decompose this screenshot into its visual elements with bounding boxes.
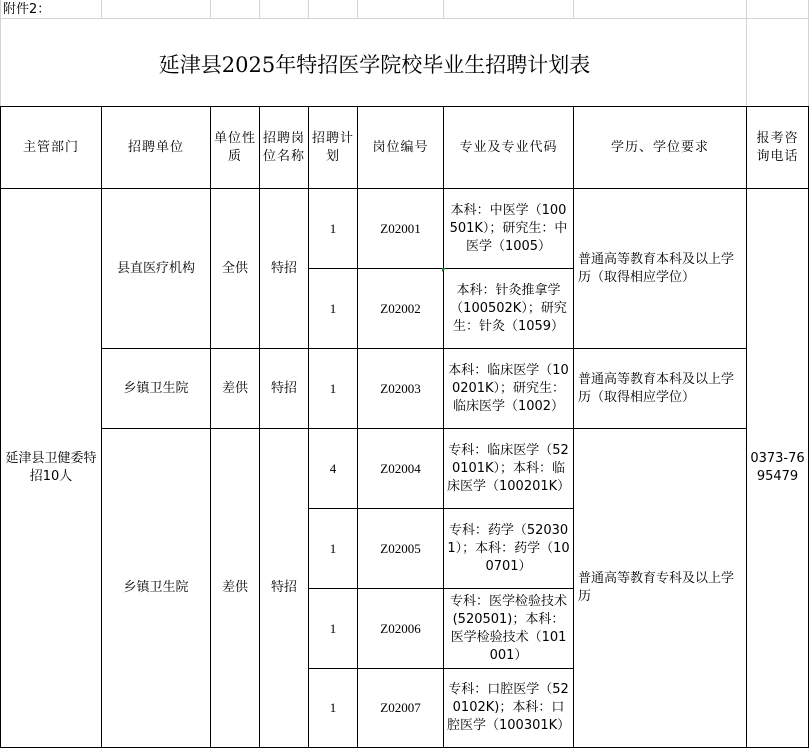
page-title: 延津县2025年特招医学院校毕业生招聘计划表 <box>158 53 591 77</box>
major-cell: 本科：临床医学（100201K）；研究生：临床医学（1002） <box>444 349 574 429</box>
recruitment-plan-table <box>0 106 809 748</box>
table-row <box>1 429 809 509</box>
nature-cell: 全供 <box>211 189 260 349</box>
plan-cell: 4 <box>309 429 358 509</box>
code-cell: Z02001 <box>358 189 444 269</box>
education-cell: 普通高等教育专科及以上学历 <box>574 429 747 748</box>
major-cell: 专科：药学（520301）；本科：药学（100701） <box>444 509 574 589</box>
plan-cell: 1 <box>309 269 358 349</box>
nature-cell: 差供 <box>211 429 260 748</box>
code-cell: Z02006 <box>358 589 444 669</box>
position-name-cell: 特招 <box>260 429 309 748</box>
education-cell: 普通高等教育本科及以上学历（取得相应学位） <box>574 189 747 349</box>
unit-cell: 县直医疗机构 <box>102 189 211 349</box>
major-cell: 专科：医学检验技术(520501)；本科：医学检验技术（101001） <box>444 589 574 669</box>
unit-cell: 乡镇卫生院 <box>102 429 211 748</box>
header-dept: 主管部门 <box>1 107 102 189</box>
plan-cell: 1 <box>309 509 358 589</box>
unit-cell: 乡镇卫生院 <box>102 349 211 429</box>
code-cell: Z02007 <box>358 669 444 748</box>
code-cell: Z02002 <box>358 269 444 349</box>
header-position-name: 招聘岗位名称 <box>260 107 309 189</box>
cell-comment-marker <box>442 268 446 272</box>
header-code: 岗位编号 <box>358 107 444 189</box>
education-cell: 普通高等教育本科及以上学历（取得相应学位） <box>574 349 747 429</box>
table-row <box>1 349 809 429</box>
plan-cell: 1 <box>309 189 358 269</box>
code-cell: Z02005 <box>358 509 444 589</box>
header-nature: 单位性质 <box>211 107 260 189</box>
major-cell: 本科：中医学（100501K）；研究生：中医学（1005） <box>444 189 574 269</box>
grid-line <box>210 0 211 19</box>
header-phone: 报考咨询电话 <box>747 107 809 189</box>
header-major: 专业及专业代码 <box>444 107 574 189</box>
grid-line <box>259 0 260 19</box>
dept-cell: 延津县卫健委特招10人 <box>1 189 102 748</box>
grid-line <box>308 0 309 19</box>
header-plan: 招聘计划 <box>309 107 358 189</box>
header-row <box>1 107 809 189</box>
attachment-label: 附件2： <box>3 2 51 17</box>
plan-cell: 1 <box>309 589 358 669</box>
grid-line <box>0 18 809 19</box>
major-cell: 专科：口腔医学（520102K)；本科：口腔医学（100301K） <box>444 669 574 748</box>
header-unit: 招聘单位 <box>102 107 211 189</box>
grid-line <box>101 0 102 19</box>
code-cell: Z02003 <box>358 349 444 429</box>
major-cell: 专科：临床医学（520101K）；本科：临床医学（100201K） <box>444 429 574 509</box>
code-cell: Z02004 <box>358 429 444 509</box>
major-cell: 本科：针灸推拿学（100502K）；研究生：针灸（1059） <box>444 269 574 349</box>
header-education: 学历、学位要求 <box>574 107 747 189</box>
position-name-cell: 特招 <box>260 349 309 429</box>
grid-line <box>573 0 574 19</box>
plan-cell: 1 <box>309 349 358 429</box>
position-name-cell: 特招 <box>260 189 309 349</box>
plan-cell: 1 <box>309 669 358 748</box>
grid-line <box>357 0 358 19</box>
grid-line <box>443 0 444 19</box>
phone-cell: 0373-7695479 <box>747 189 809 748</box>
table-row <box>1 189 809 269</box>
nature-cell: 差供 <box>211 349 260 429</box>
